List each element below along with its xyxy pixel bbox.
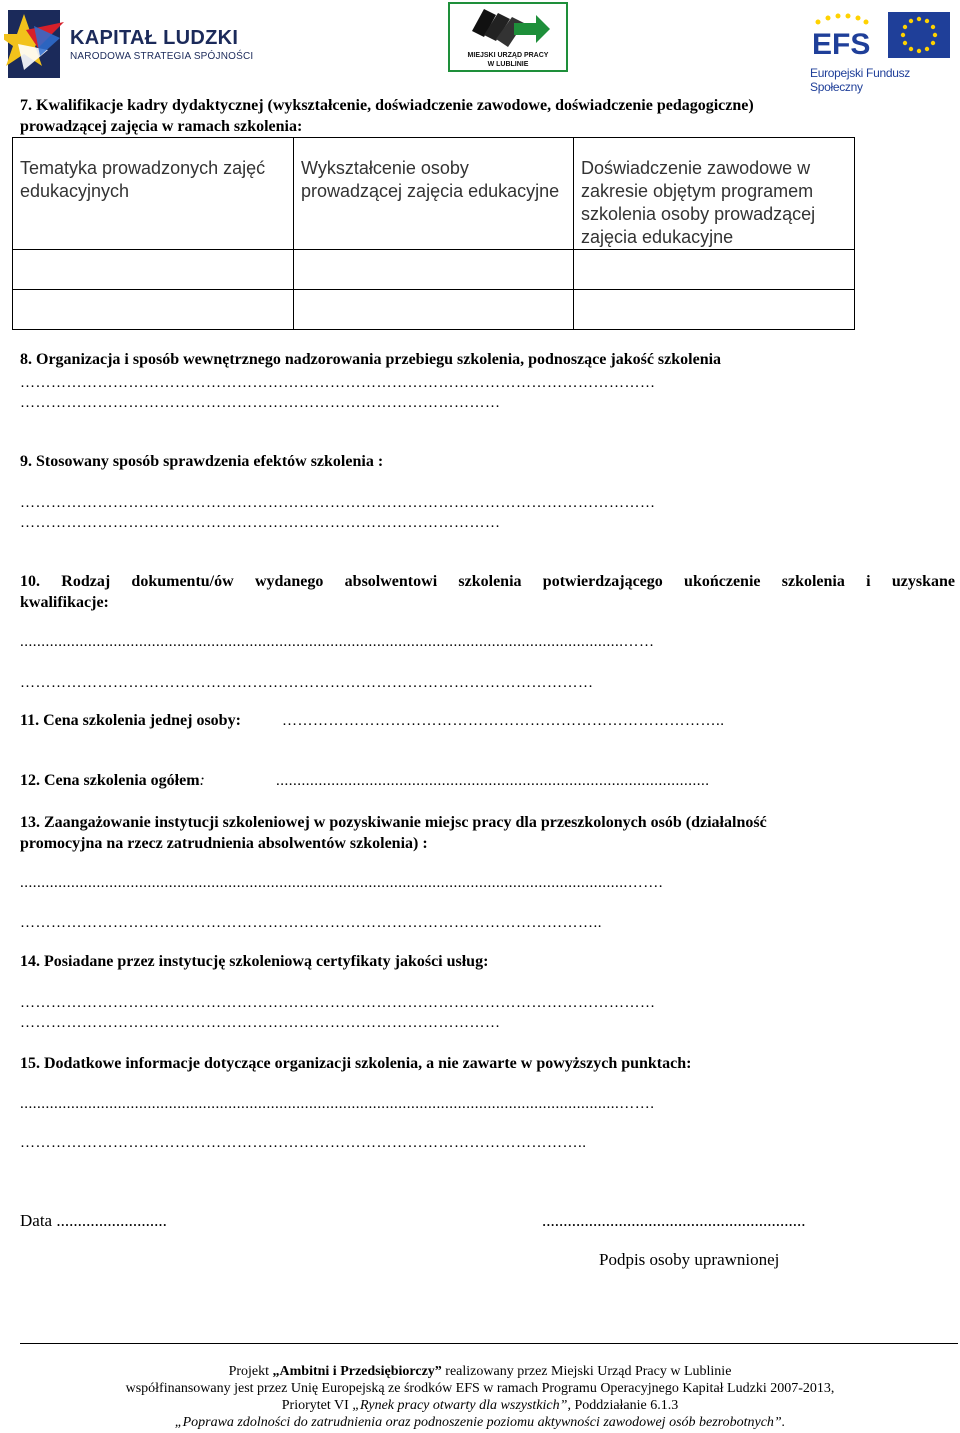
section13-title-line2: promocyjna na rzecz zatrudnienia absolwentów szkolenia) : <box>20 835 428 852</box>
footer-line2: współfinansowany jest przez Unię Europejską ze środków EFS w ramach Programu Operacyjnego Kapitał Ludzki 2007-2013, <box>125 1381 835 1396</box>
table-cell[interactable] <box>13 250 294 290</box>
section8-answer-line1[interactable]: …………………………………………………………………………………………………………… <box>20 375 656 391</box>
footer-line1-pre: Projekt <box>228 1364 273 1379</box>
mup-name-line2: W LUBLINIE <box>487 61 529 68</box>
efs-eu-flag-icon <box>808 8 958 64</box>
section10-title-line2: kwalifikacje: <box>20 594 109 611</box>
section14-title: 14. Posiadane przez instytucję szkoleniową certyfikaty jakości usług: <box>20 953 489 970</box>
section8-answer-line2[interactable]: ………………………………………………………………………………… <box>20 395 501 411</box>
footer-project-name: „Ambitni i Przedsiębiorczy” <box>272 1364 442 1379</box>
mup-cards-arrow-icon <box>466 7 552 51</box>
table-cell[interactable] <box>574 290 855 330</box>
mup-logo <box>448 2 568 72</box>
footer-line1-post: realizowany przez Miejski Urząd Pracy w Lublinie <box>441 1364 732 1379</box>
section7-title-line2: prowadzącej zajęcia w ramach szkolenia: <box>20 118 303 135</box>
footer-line3 <box>0 1397 960 1414</box>
section12-label: 12. Cena szkolenia ogółem <box>20 772 200 789</box>
signature-field[interactable]: .............................................................. <box>542 1211 806 1230</box>
footer-line4: „Poprawa zdolności do zatrudnienia oraz podnoszenie poziomu aktywności zawodowej osób bezrobotnych”. <box>174 1415 786 1430</box>
section9-answer-line2[interactable]: ………………………………………………………………………………… <box>20 515 501 531</box>
table-cell[interactable] <box>574 250 855 290</box>
section15-title: 15. Dodatkowe informacje dotyczące organizacji szkolenia, a nie zawarte w powyższych punktach: <box>20 1055 692 1072</box>
table-cell[interactable] <box>294 290 574 330</box>
footer-line1 <box>0 1363 960 1380</box>
table-row <box>13 250 855 290</box>
table-cell[interactable] <box>294 250 574 290</box>
table-header-row <box>13 138 855 250</box>
header-topics: Tematyka prowadzonych zajęć edukacyjnych <box>13 138 294 250</box>
section14-answer-line2[interactable]: ………………………………………………………………………………… <box>20 1015 501 1031</box>
section12-colon: : <box>199 772 205 789</box>
section10-title-line1: 10. Rodzaj dokumentu/ów wydanego absolwentowi szkolenia potwierdzającego ukończenie szkolenia i uzyskane <box>20 573 955 590</box>
section9-answer-line1[interactable]: …………………………………………………………………………………………………………… <box>20 495 656 511</box>
section15-answer-line2[interactable]: ……………………………………………………………………………………………….. <box>20 1135 587 1151</box>
header-education: Wykształcenie osoby prowadzącej zajęcia edukacyjne <box>294 138 574 250</box>
kapital-ludzki-subtitle: NARODOWA STRATEGIA SPÓJNOŚCI <box>70 51 254 62</box>
footer-line3-pre: Priorytet VI <box>281 1398 353 1413</box>
section8-title: 8. Organizacja i sposób wewnętrznego nadzorowania przebiegu szkolenia, podnoszące jakość szkolenia <box>20 351 722 368</box>
section9-title: 9. Stosowany sposób sprawdzenia efektów szkolenia : <box>20 453 384 470</box>
section15-answer-line1[interactable]: .............................................................................................................................................……. <box>20 1096 655 1112</box>
section13-answer-line2[interactable]: ………………………………………………………………………………………………….. <box>20 915 602 931</box>
efs-caption: Europejski Fundusz Społeczny <box>810 66 910 94</box>
section14-answer-line1[interactable]: …………………………………………………………………………………………………………… <box>20 995 656 1011</box>
date-field[interactable]: Data .......................... <box>20 1211 167 1230</box>
table-row <box>13 290 855 330</box>
section10-answer-line1[interactable]: ..............................................................................................................................................…… <box>20 634 655 650</box>
qualifications-table <box>12 137 855 330</box>
signature-label: Podpis osoby uprawnionej <box>599 1250 780 1269</box>
section10-answer-line2[interactable]: ………………………………………………………………………………………………… <box>20 675 594 691</box>
kapital-ludzki-title: KAPITAŁ LUDZKI <box>70 27 239 49</box>
section13-title-line1: 13. Zaangażowanie instytucji szkoleniowej w pozyskiwanie miejsc pracy dla przeszkolonych osób (działalność <box>20 814 767 831</box>
header-experience: Doświadczenie zawodowe w zakresie objętym programem szkolenia osoby prowadzącej zajęcia edukacyjne <box>574 138 855 250</box>
section7-title-line1: 7. Kwalifikacje kadry dydaktycznej (wykształcenie, doświadczenie zawodowe, doświadczenie pedagogiczne) <box>20 97 754 114</box>
mup-name-line1: MIEJSKI URZĄD PRACY <box>467 52 549 59</box>
section12-label-group <box>20 770 205 791</box>
section11-value[interactable]: ………………………………………………………………………….. <box>282 713 725 729</box>
section11-label: 11. Cena szkolenia jednej osoby: <box>20 712 241 729</box>
footer-line3-post: , Poddziałanie 6.1.3 <box>567 1398 679 1413</box>
footer-priority-name: „Rynek pracy otwarty dla wszystkich” <box>352 1398 568 1413</box>
section12-value[interactable]: ...................................................................................................... <box>276 773 710 789</box>
svg-text:EFS: EFS <box>812 28 871 61</box>
table-cell[interactable] <box>13 290 294 330</box>
section13-answer-line1[interactable]: ...............................................................................................................................................……. <box>20 875 663 891</box>
footer-divider <box>20 1343 958 1344</box>
